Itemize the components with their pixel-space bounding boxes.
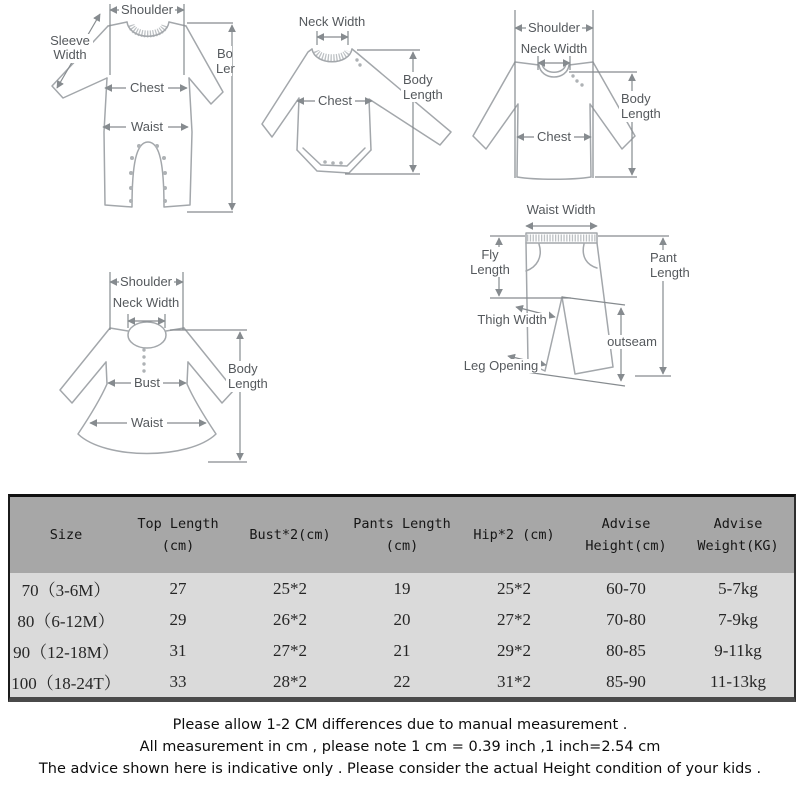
- cell-advise-height: 60-70: [606, 578, 646, 598]
- bodysuit-neck-width-label: Neck Width: [298, 14, 366, 29]
- cell-bust: 25*2: [273, 578, 307, 598]
- sweater-outline: [473, 62, 635, 179]
- romper-shoulder-label: Shoulder: [120, 2, 174, 17]
- cell-advise-weight: 9-11kg: [714, 640, 762, 660]
- cell-pants-length: 19: [393, 578, 411, 598]
- cell-bust: 26*2: [273, 609, 307, 629]
- bodysuit-body-length-label: Body: [403, 72, 433, 87]
- pants-fly-length-label: Fly: [481, 247, 499, 262]
- bodysuit-chest-label: Chest: [318, 93, 352, 108]
- pants-outseam-label: outseam: [607, 334, 657, 349]
- romper-sleeve-width-label: Sleeve: [50, 33, 90, 48]
- header-label: (cm): [161, 538, 195, 554]
- cell-top-length: 29: [169, 609, 187, 629]
- cell-advise-weight: 5-7kg: [718, 578, 758, 598]
- sweater-shoulder-label: Shoulder: [527, 20, 581, 35]
- cell-pants-length: 20: [393, 609, 411, 629]
- header-cell-advise-height: [570, 513, 682, 558]
- romper-diagram: [20, 0, 245, 220]
- header-cell-hip: [458, 524, 570, 546]
- dress-body-length-label: Body: [228, 361, 258, 376]
- sweater-neck-width-label: Neck Width: [520, 41, 588, 56]
- dress-neck-width-label: Neck Width: [112, 295, 180, 310]
- dress-buttons: [142, 348, 145, 372]
- header-label: Size: [49, 526, 83, 543]
- dress-labels: [113, 274, 276, 430]
- table-header-row: [10, 497, 794, 573]
- table-row: [10, 573, 794, 604]
- dress-diagram: [50, 260, 285, 472]
- sweater-measure-arrows: [515, 10, 637, 178]
- cell-size: 70（3-6M）: [21, 581, 111, 600]
- header-label: Weight(KG): [697, 538, 779, 554]
- cell-top-length: 31: [169, 640, 187, 660]
- table-row: [10, 635, 794, 666]
- cell-hip: 25*2: [497, 578, 531, 598]
- header-cell-size: [10, 524, 122, 546]
- bodysuit-outline: [262, 49, 451, 173]
- sweater-labels: [521, 20, 668, 144]
- footnotes: [0, 715, 800, 780]
- header-cell-advise-weight: [682, 513, 794, 558]
- header-cell-pants-length: [346, 513, 458, 558]
- romper-snap-dots: [129, 144, 167, 203]
- pants-diagram: [455, 195, 700, 400]
- romper-body-length-label: Bo: [217, 46, 233, 61]
- pants-pant-length-label: Length: [650, 265, 690, 280]
- romper-labels: [47, 2, 235, 134]
- pants-pant-length-label: Pant: [650, 250, 677, 265]
- bodysuit-snap-dots: [323, 58, 362, 165]
- pants-waist-width-label: Waist Width: [526, 202, 596, 217]
- cell-advise-weight: 11-13kg: [709, 671, 767, 691]
- cell-size: 80（6-12M）: [17, 612, 115, 631]
- cell-size: 100（18-24T）: [11, 674, 121, 693]
- bodysuit-labels: [299, 14, 449, 108]
- header-label: Height(cm): [585, 538, 667, 554]
- cell-pants-length: 21: [393, 640, 411, 660]
- header-label: Top Length: [137, 515, 219, 532]
- pants-fly-length-label: Length: [470, 262, 510, 277]
- table-row: [10, 666, 794, 697]
- footnote-line: Please allow 1-2 CM differences due to manual measurement .: [172, 717, 628, 733]
- pants-thigh-width-label: Thigh Width: [477, 312, 547, 327]
- sweater-body-length-label: Length: [621, 106, 661, 121]
- header-cell-top-length: [122, 513, 234, 558]
- romper-sleeve-width-label: Width: [53, 47, 87, 62]
- header-label: Hip*2 (cm): [473, 526, 555, 543]
- pants-leg-opening-label: Leg Opening: [463, 358, 539, 373]
- dress-bust-label: Bust: [133, 375, 161, 390]
- table-row: [10, 604, 794, 635]
- cell-advise-height: 80-85: [606, 640, 646, 660]
- footnote-line: The advice shown here is indicative only . Please consider the actual Height condition of your kids .: [38, 760, 762, 777]
- cell-hip: 27*2: [497, 609, 531, 629]
- cell-advise-height: 70-80: [606, 609, 646, 629]
- sweater-diagram: [465, 0, 680, 192]
- header-label: Bust*2(cm): [249, 526, 331, 543]
- header-label: Advise: [713, 515, 763, 532]
- cell-hip: 31*2: [497, 671, 531, 691]
- dress-waist-label: Waist: [130, 415, 164, 430]
- header-cell-bust: [234, 524, 346, 546]
- cell-bust: 27*2: [273, 640, 307, 660]
- dress-body-length-label: Length: [228, 376, 268, 391]
- header-label: Advise: [601, 515, 651, 532]
- pants-labels: [463, 202, 695, 373]
- size-chart-table: [8, 494, 796, 702]
- cell-top-length: 33: [169, 671, 187, 691]
- cell-top-length: 27: [169, 578, 187, 598]
- romper-body-length-label: Ler: [216, 61, 235, 76]
- sweater-chest-label: Chest: [537, 129, 571, 144]
- pants-outline: [526, 233, 613, 374]
- cell-bust: 28*2: [273, 671, 307, 691]
- header-label: Pants Length: [353, 515, 451, 532]
- footnote-line: All measurement in cm , please note 1 cm = 0.39 inch ,1 inch=2.54 cm: [139, 738, 661, 755]
- romper-waist-label: Waist: [130, 119, 164, 134]
- cell-hip: 29*2: [497, 640, 531, 660]
- bodysuit-body-length-label: Length: [403, 87, 443, 102]
- sweater-snap-dots: [571, 74, 583, 86]
- cell-advise-weight: 7-9kg: [718, 609, 758, 629]
- header-label: (cm): [385, 538, 419, 554]
- cell-size: 90（12-18M）: [13, 643, 119, 662]
- dress-shoulder-label: Shoulder: [119, 274, 173, 289]
- cell-pants-length: 22: [393, 671, 411, 691]
- romper-chest-label: Chest: [130, 80, 164, 95]
- cell-advise-height: 85-90: [606, 671, 646, 691]
- bodysuit-diagram: [255, 5, 455, 190]
- sweater-body-length-label: Body: [621, 91, 651, 106]
